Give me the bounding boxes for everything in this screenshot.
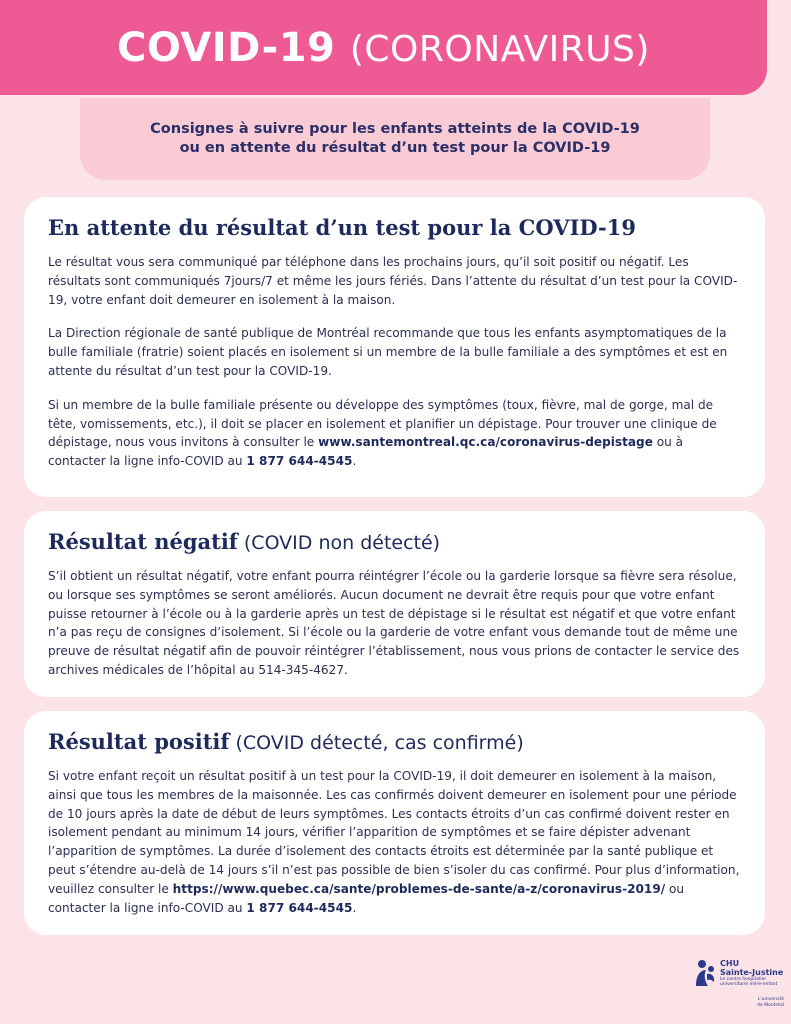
logo-tagline: Le centre hospitalier universitaire mère-enfant <box>720 977 778 987</box>
info-covid-phone: 1 877 644-4545 <box>246 900 353 915</box>
section-heading: En attente du résultat d’un test pour la COVID-19 <box>48 215 636 240</box>
subtitle-line-2: ou en attente du résultat d’un test pour la COVID-19 <box>179 140 611 156</box>
paragraph-text: ou contacter la ligne info-COVID au <box>48 881 685 915</box>
logo-university <box>746 997 784 1008</box>
heading-strong: Résultat négatif <box>48 529 238 554</box>
chu-sainte-justine-logo <box>692 958 784 1014</box>
info-covid-phone: 1 877 644-4545 <box>246 454 353 469</box>
paragraph-text: . <box>352 900 357 915</box>
logo-line-2: Sainte-Justine <box>720 968 784 977</box>
title-coronavirus: (CORONAVIRUS) <box>349 28 650 70</box>
subtitle-box <box>80 98 710 180</box>
heading-light: (COVID non détecté) <box>237 532 441 554</box>
santemontreal-link[interactable]: www.santemontreal.qc.ca/coronavirus-depistage <box>318 435 653 450</box>
paragraph-text: Si votre enfant reçoit un résultat positif à un test pour la COVID-19, il doit demeurer en isolement à la maison, ainsi que tous les membres de la maisonnée. Les cas confirmés doivent demeurer en isolement pour une période de 10 jours après la date de début de leurs symptômes. Les contacts étroits d’un cas confirmé doivent rester en isolement pendant au minimum 14 jours, vérifier l’apparition de symptômes et se faire dépister advenant l’apparition de symptômes. La durée d’isolement des contacts étroits est déterminée par la santé publique et peut s’étendre au-delà de 14 jours s’il n’est pas possible de bien s’isoler du cas confirmé. Pour plus d’information, veuillez consulter le <box>48 769 740 896</box>
page-title <box>117 25 650 71</box>
logo-line-1: CHU <box>720 959 740 968</box>
section-negative-result <box>24 511 765 697</box>
paragraph-text: Si un membre de la bulle familiale présente ou développe des symptômes (toux, fièvre, mal de gorge, mal de tête, vomissements, etc.), il doit se placer en isolement et planifier un dépistage. Pour trouver une clinique de dépistage, nous vous invitons à consulter le <box>48 397 717 450</box>
heading-strong: Résultat positif <box>48 729 230 754</box>
section-positive-result <box>24 711 765 935</box>
section-paragraph-3 <box>48 396 741 471</box>
logo-name <box>720 959 783 977</box>
page-header <box>0 0 767 95</box>
section-heading <box>48 729 741 754</box>
section-paragraph-2: La Direction régionale de santé publique de Montréal recommande que tous les enfants asymptomatiques de la bulle familiale (fratrie) soient placés en isolement si un membre de la bulle familiale a des symptômes et est en attente du résultat d’un test pour la COVID-19. <box>48 326 728 378</box>
section-awaiting-result <box>24 197 765 497</box>
section-paragraph <box>48 767 741 917</box>
section-paragraph: S’il obtient un résultat négatif, votre enfant pourra réintégrer l’école ou la garderie lorsque sa fièvre sera résolue, ou lorsque ses symptômes se seront améliorés. Aucun document ne devrait être requis pour que votre enfant puisse retourner à l’école ou à la garderie après un test de dépistage si le résultat est négatif et que votre enfant n’a pas reçu de consignes d’isolement. Si l’école ou la garderie de votre enfant vous demande tout de même une preuve de résultat négatif afin de pouvoir réintégrer l’établissement, nous vous prions de contacter le service des archives médicales de l’hôpital au 514-345-4627. <box>48 569 740 677</box>
paragraph-text: . <box>352 454 357 469</box>
mother-child-icon <box>692 958 720 988</box>
logo-foot-1: L’université <box>757 997 784 1002</box>
logo-foot-2: de Montréal <box>757 1002 784 1008</box>
section-heading <box>48 529 741 554</box>
section-paragraph-1: Le résultat vous sera communiqué par téléphone dans les prochains jours, qu’il soit positif ou négatif. Les résultats sont communiqués 7jours/7 et même les jours fériés. Dans l’attente du résultat d’un test pour la COVID-19, votre enfant doit demeurer en isolement à la maison. <box>48 255 738 307</box>
paragraph-text: ou à contacter la ligne info-COVID au <box>48 435 684 469</box>
quebec-link[interactable]: https://www.quebec.ca/sante/problemes-de-sante/a-z/coronavirus-2019/ <box>172 881 666 896</box>
title-covid: COVID-19 <box>117 24 336 71</box>
subtitle-line-1: Consignes à suivre pour les enfants atteints de la COVID-19 <box>150 121 640 137</box>
heading-light: (COVID détecté, cas confirmé) <box>229 732 524 754</box>
